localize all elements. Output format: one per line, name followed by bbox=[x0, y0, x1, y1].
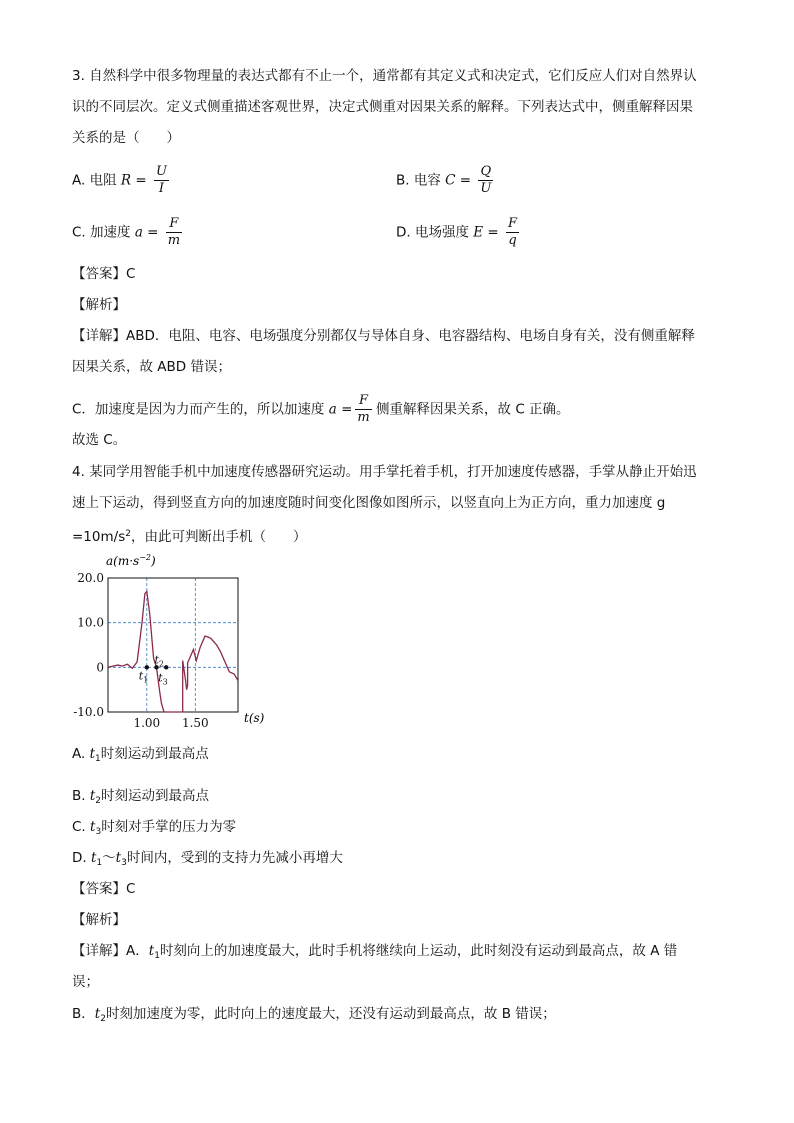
fraction-denominator: U bbox=[480, 181, 492, 196]
q3-option-d-fraction bbox=[506, 216, 519, 249]
q4-stem3-sup: 2 bbox=[125, 529, 131, 539]
q3-option-c-eq: = bbox=[142, 224, 163, 241]
option-text: 时刻对手掌的压力为零 bbox=[101, 819, 237, 835]
q4-analysis-heading: 【解析】 bbox=[72, 912, 126, 928]
q3-option-c-lhs: a bbox=[134, 224, 143, 241]
q3-option-a-lhs: R bbox=[120, 172, 132, 189]
detail-prefix: 【详解】A． bbox=[72, 943, 149, 959]
q4-option-a bbox=[72, 744, 209, 769]
y-tick-label: 0 bbox=[96, 660, 104, 675]
option-text: 时刻运动到最高点 bbox=[100, 746, 209, 762]
detail-var: t bbox=[148, 943, 155, 959]
q4-answer: 【答案】C bbox=[72, 881, 136, 897]
option-text: 时间内，受到的支持力先减小再增大 bbox=[126, 850, 343, 866]
graph-grid bbox=[108, 578, 238, 712]
fraction-denominator: m bbox=[167, 233, 181, 248]
q3-option-d bbox=[396, 216, 519, 249]
q3-analysis-heading: 【解析】 bbox=[72, 297, 126, 313]
q4-detail-b bbox=[72, 1004, 556, 1029]
q3-detail3-fraction bbox=[355, 393, 371, 426]
option-var: t bbox=[115, 850, 122, 866]
q4-stem-line3 bbox=[72, 524, 306, 547]
q3-option-b-fraction bbox=[478, 164, 493, 197]
x-tick-label: 1.00 bbox=[133, 716, 161, 730]
marker-label-t1: $t_1$ bbox=[138, 669, 149, 685]
option-prefix: B. bbox=[72, 788, 90, 804]
q4-stem3-text-a: =10m/s bbox=[72, 529, 126, 545]
q3-option-a-fraction bbox=[154, 164, 169, 197]
fraction-denominator: I bbox=[158, 181, 165, 196]
q3-detail-line3: C．加速度是因为力而产生的，所以加速度 a = $\frac{F}{m}$ 侧重解释因果关系，故 C 正确。 bbox=[72, 393, 570, 425]
detail-sub: 2 bbox=[100, 1014, 106, 1024]
q3-option-a bbox=[72, 164, 169, 197]
option-prefix: D. bbox=[72, 850, 91, 866]
acceleration-curve bbox=[108, 591, 238, 712]
q4-detail-a bbox=[72, 941, 677, 966]
q3-option-c-label: C. 加速度 bbox=[72, 224, 131, 241]
q4-stem-line1: 4. 某同学用智能手机中加速度传感器研究运动。用手掌托着手机，打开加速度传感器，手掌从静止开始迅 bbox=[72, 464, 697, 480]
detail-prefix: B． bbox=[72, 1006, 95, 1022]
fraction-numerator: U bbox=[155, 164, 167, 179]
q3-detail3-text-a: C．加速度是因为力而产生的，所以加速度 bbox=[72, 401, 325, 418]
marker-dot-t3 bbox=[164, 665, 168, 669]
option-prefix: A. bbox=[72, 746, 90, 762]
option-sub: 1 bbox=[95, 754, 101, 764]
option-sub: 3 bbox=[95, 827, 102, 837]
detail-sub: 1 bbox=[154, 951, 160, 961]
option-var: t bbox=[89, 788, 96, 804]
y-tick-label: 20.0 bbox=[77, 571, 104, 585]
q3-detail-line2: 因果关系，故 ABD 错误； bbox=[72, 359, 231, 375]
q3-option-a-label: A. 电阻 bbox=[72, 172, 117, 189]
y-axis-label: $a(m\cdot s^{-2})$ bbox=[106, 553, 156, 568]
option-text: 时刻运动到最高点 bbox=[101, 788, 210, 804]
option-var: t bbox=[90, 819, 96, 835]
option-range-sep: ～ bbox=[102, 850, 116, 866]
option-sub: 1 bbox=[96, 858, 103, 868]
q3-option-b-eq: = bbox=[455, 172, 476, 189]
q3-detail3-lhs: a bbox=[328, 401, 337, 418]
q3-conclusion: 故选 C。 bbox=[72, 432, 127, 448]
q3-option-c-fraction bbox=[166, 216, 182, 249]
x-tick-label: 1.50 bbox=[181, 716, 209, 730]
detail-text: 时刻加速度为零，此时向上的速度最大，还没有运动到最高点，故 B 错误； bbox=[105, 1006, 556, 1022]
q3-option-a-eq: = bbox=[131, 172, 151, 189]
q4-option-b bbox=[72, 786, 209, 811]
acceleration-series-line bbox=[108, 591, 238, 712]
y-tick-label: -10.0 bbox=[73, 705, 104, 719]
q3-detail3-text-b: 侧重解释因果关系，故 C 正确。 bbox=[376, 401, 570, 418]
option-sub: 2 bbox=[95, 796, 102, 806]
fraction-numerator: F bbox=[508, 216, 518, 231]
fraction-numerator: F bbox=[355, 393, 371, 410]
acceleration-time-graph bbox=[66, 550, 296, 730]
plot-border bbox=[108, 578, 238, 712]
detail-text: 时刻向上的加速度最大，此时手机将继续向上运动，此时刻没有运动到最高点，故 A 错 bbox=[159, 943, 678, 959]
marker-dot-t1 bbox=[145, 665, 149, 669]
q3-option-d-lhs: E bbox=[473, 224, 484, 241]
marker-label-t3: $t_3$ bbox=[158, 671, 168, 687]
q4-stem-line2: 速上下运动，得到竖直方向的加速度随时间变化图像如图所示，以竖直向上为正方向，重力加速度 g bbox=[72, 495, 666, 511]
q4-stem3-text-b: ，由此可判断出手机（ ） bbox=[130, 529, 307, 545]
time-markers bbox=[139, 653, 169, 686]
option-var: t bbox=[90, 850, 97, 866]
q3-option-d-label: D. 电场强度 bbox=[396, 224, 469, 241]
q3-detail-line1: 【详解】ABD．电阻、电容、电场强度分别都仅与导体自身、电容器结构、电场自身有关，没有侧重解释 bbox=[72, 328, 695, 344]
graph-tick-labels bbox=[73, 571, 208, 730]
option-var: t bbox=[89, 746, 96, 762]
x-axis-label: t(s) bbox=[244, 711, 265, 725]
q4-option-d bbox=[72, 848, 343, 873]
detail-var: t bbox=[94, 1006, 101, 1022]
q3-answer: 【答案】C bbox=[72, 266, 136, 282]
fraction-denominator: q bbox=[508, 233, 517, 248]
q3-stem-line3: 关系的是（ ） bbox=[72, 130, 180, 146]
fraction-numerator: Q bbox=[478, 164, 493, 181]
q3-option-b-label: B. 电容 bbox=[396, 172, 441, 189]
fraction-numerator: F bbox=[166, 216, 182, 233]
option-prefix: C. bbox=[72, 819, 91, 835]
q3-option-d-eq: = bbox=[483, 224, 504, 241]
fraction-denominator: m bbox=[357, 410, 370, 425]
q3-stem-line2: 识的不同层次。定义式侧重描述客观世界，决定式侧重对因果关系的解释。下列表达式中，侧重解释因果 bbox=[72, 99, 693, 115]
q3-option-b bbox=[396, 164, 493, 197]
q3-stem-line1: 3. 自然科学中很多物理量的表达式都有不止一个，通常都有其定义式和决定式，它们反应人们对自然界认 bbox=[72, 68, 697, 84]
q3-option-b-lhs: C bbox=[445, 172, 456, 189]
q3-option-c bbox=[72, 216, 182, 249]
q4-detail-a-cont: 误； bbox=[72, 974, 99, 990]
y-tick-label: 10.0 bbox=[77, 615, 104, 630]
graph-frame bbox=[108, 578, 238, 712]
option-sub: 3 bbox=[121, 858, 127, 868]
marker-label-t2: $t_2$ bbox=[154, 653, 165, 669]
q4-option-c bbox=[72, 817, 236, 842]
